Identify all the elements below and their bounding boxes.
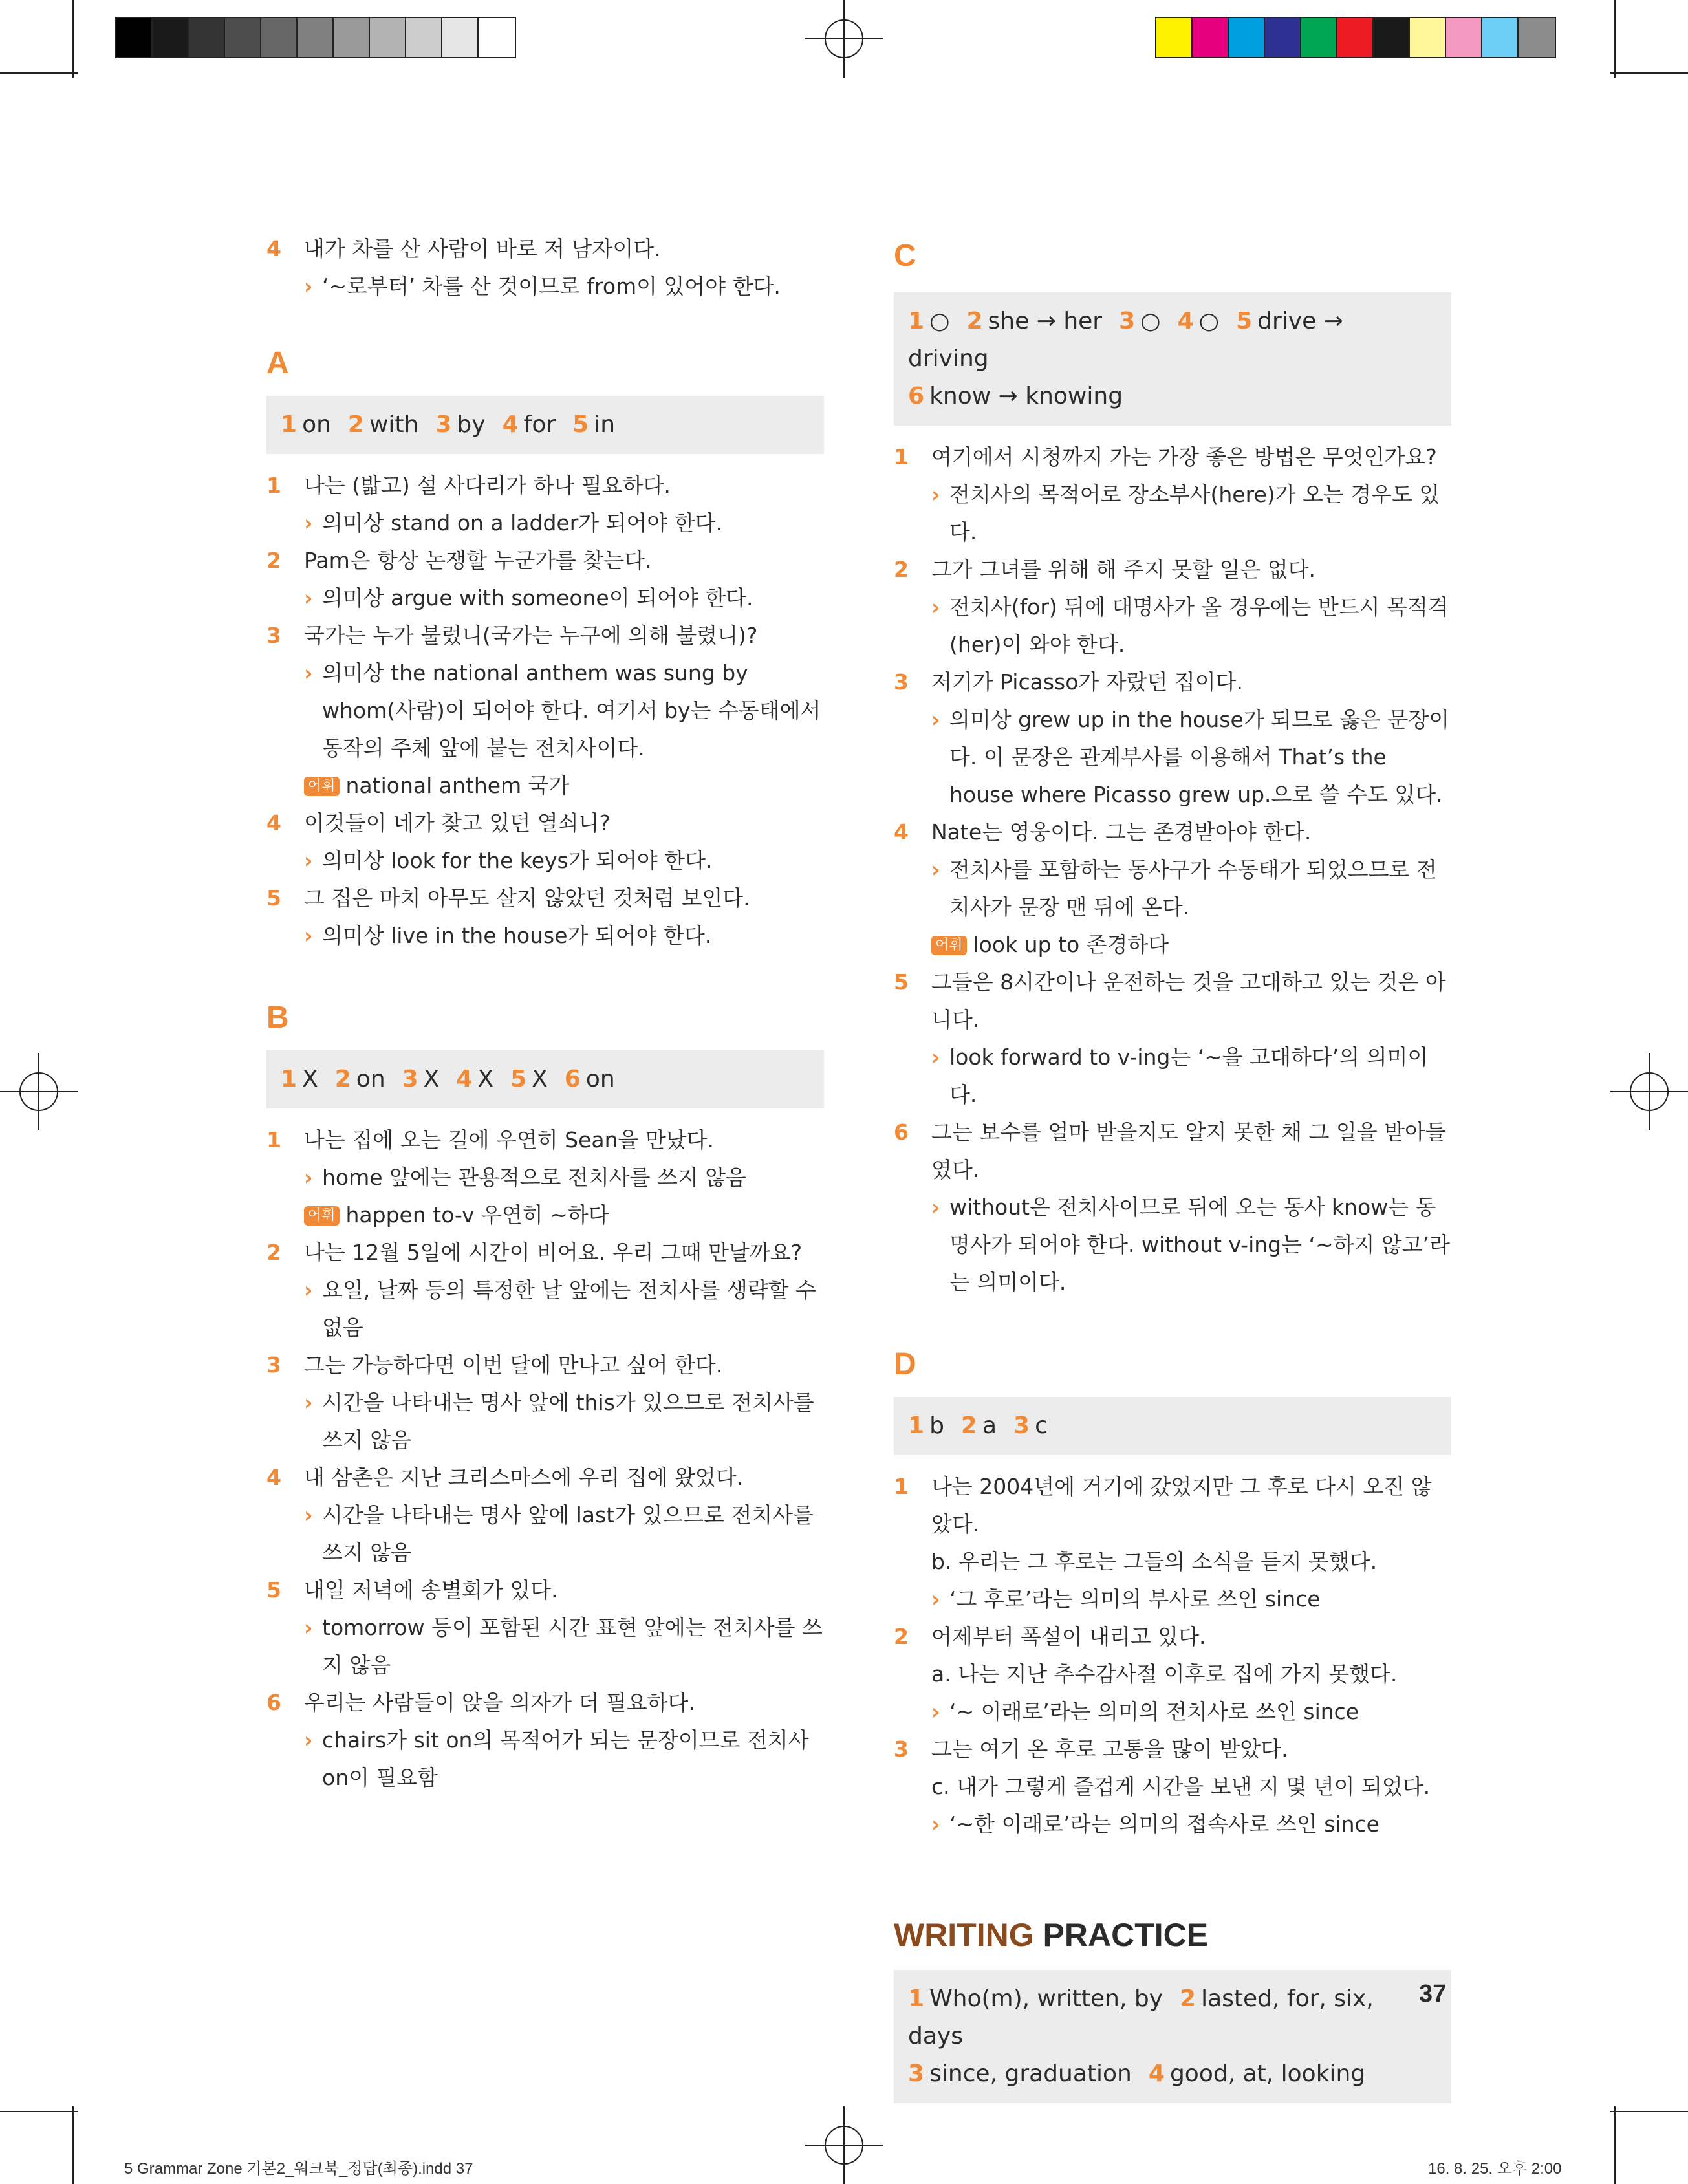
section-a-heading: A [266, 346, 289, 380]
answer-value: good, at, looking [1169, 2060, 1366, 2087]
answer-number: 3 [908, 2060, 925, 2087]
item-note [266, 1271, 824, 1346]
color-swatch [1265, 18, 1301, 57]
registration-mark-bottom [805, 2106, 883, 2184]
color-swatch [298, 18, 334, 57]
answer-value: with [369, 411, 419, 438]
section-d-answer-box [894, 1397, 1451, 1455]
list-item [894, 1468, 1451, 1543]
left-column [266, 230, 824, 1797]
color-swatch [1482, 18, 1519, 57]
arrow-icon: › [931, 1699, 940, 1724]
answer-value: X [302, 1066, 318, 1092]
arrow-icon: › [304, 1277, 313, 1303]
item-number: 2 [266, 1240, 281, 1265]
vocab-line [266, 767, 824, 805]
answer-value: lasted, for, six, days [908, 1985, 1374, 2049]
note-text: home 앞에는 관용적으로 전치사를 쓰지 않음 [322, 1165, 747, 1190]
list-item [894, 1731, 1451, 1768]
answer-number: 6 [564, 1066, 581, 1092]
answer-number: 1 [281, 1066, 298, 1092]
arrow-icon: › [931, 1586, 940, 1612]
answer-value: ○ [1140, 308, 1161, 334]
item-note [266, 504, 824, 542]
item-number: 5 [266, 1577, 281, 1603]
item-sub-text: c. 내가 그렇게 즐겁게 시간을 보낸 지 몇 년이 되었다. [931, 1774, 1431, 1799]
top-item [266, 230, 824, 268]
list-item [266, 1684, 824, 1722]
color-swatch [261, 18, 298, 57]
item-number: 1 [894, 1474, 909, 1499]
item-text: 국가는 누가 불렀니(국가는 누구에 의해 불렸니)? [304, 623, 758, 648]
answer-value: ○ [1198, 308, 1220, 334]
answer-value: know → knowing [929, 383, 1123, 409]
color-swatch [442, 18, 479, 57]
arrow-icon: › [304, 923, 313, 948]
item-sub-sentence [894, 1543, 1451, 1581]
answer-value: she → her [988, 308, 1103, 334]
footer-file-info: 5 Grammar Zone 기본2_워크북_정답(최종).indd 37 [124, 2160, 473, 2178]
note-text: 의미상 the national anthem was sung by whom(사람)이 되어야 한다. 여기서 by는 수동태에서 동작의 주체 앞에 붙는 전치사이다. [322, 660, 821, 761]
section-a-items [266, 467, 824, 955]
answer-number: 1 [908, 308, 925, 334]
list-item [266, 1572, 824, 1609]
item-number: 1 [266, 473, 281, 498]
item-number: 4 [266, 1465, 281, 1490]
answer-line [908, 1407, 1437, 1445]
item-text: 내일 저녁에 송별회가 있다. [304, 1577, 558, 1603]
vocab-line [894, 926, 1451, 964]
color-swatch [116, 18, 153, 57]
answer-value: a [982, 1412, 997, 1439]
answer-value: by [457, 411, 486, 438]
item-number: 3 [266, 623, 281, 648]
note-text: chairs가 sit on의 목적어가 되는 문장이므로 전치사 on이 필요함 [322, 1727, 809, 1790]
note-text: without은 전치사이므로 뒤에 오는 동사 know는 동명사가 되어야 한다. without v-ing는 ‘~하지 않고’라는 의미이다. [949, 1195, 1450, 1295]
grayscale-calibration-bar [115, 17, 516, 58]
answer-value: X [423, 1066, 440, 1092]
color-swatch [1410, 18, 1446, 57]
item-text: Nate는 영웅이다. 그는 존경받아야 한다. [931, 819, 1312, 845]
answer-value: since, graduation [929, 2060, 1132, 2087]
list-item [894, 1618, 1451, 1656]
item-note [266, 579, 824, 617]
color-swatch [1519, 18, 1555, 57]
writing-word: WRITING [894, 1917, 1034, 1953]
answer-value: c [1035, 1412, 1048, 1439]
answer-line [281, 1061, 810, 1098]
answer-number: 4 [502, 411, 519, 438]
practice-word: PRACTICE [1043, 1917, 1209, 1953]
item-text: 그는 여기 온 후로 고통을 많이 받았다. [931, 1736, 1288, 1762]
crop-mark [72, 2106, 74, 2184]
item-number: 4 [266, 810, 281, 836]
color-swatch [1193, 18, 1229, 57]
note-text: 의미상 argue with someone이 되어야 한다. [322, 585, 753, 611]
item-text: 내 삼촌은 지난 크리스마스에 우리 집에 왔었다. [304, 1465, 744, 1490]
color-swatch [334, 18, 370, 57]
answer-number: 2 [1180, 1985, 1196, 2012]
section-b-heading: B [266, 1000, 289, 1035]
list-item [894, 664, 1451, 701]
arrow-icon: › [931, 1195, 940, 1220]
item-number: 3 [266, 1352, 281, 1378]
color-swatch [153, 18, 189, 57]
answer-number: 4 [1177, 308, 1194, 334]
answer-line [908, 1980, 1437, 2055]
item-text: 나는 12월 5일에 시간이 비어요. 우리 그때 만날까요? [304, 1240, 803, 1265]
list-item [894, 438, 1451, 476]
answer-number: 1 [908, 1412, 925, 1439]
item-number: 1 [266, 1127, 281, 1152]
answer-line [908, 378, 1437, 415]
answer-number: 3 [402, 1066, 418, 1092]
arrow-icon: › [304, 510, 313, 535]
item-note [266, 654, 824, 767]
vocab-text: happen to-v 우연히 ~하다 [345, 1202, 609, 1227]
right-column [894, 238, 1451, 2103]
arrow-icon: › [304, 1390, 313, 1415]
item-note [266, 917, 824, 955]
arrow-icon: › [931, 707, 940, 732]
arrow-icon: › [304, 1165, 313, 1190]
item-text: 저기가 Picasso가 자랐던 집이다. [931, 669, 1244, 695]
writing-answer-box [894, 1970, 1451, 2103]
item-text: 그는 가능하다면 이번 달에 만나고 싶어 한다. [304, 1352, 723, 1378]
item-text: Pam은 항상 논쟁할 누군가를 찾는다. [304, 548, 652, 573]
item-note [266, 1159, 824, 1196]
color-swatch [1374, 18, 1410, 57]
crop-mark [1614, 2106, 1616, 2184]
answer-number: 2 [960, 1412, 977, 1439]
list-item [894, 814, 1451, 851]
item-number: 6 [266, 1690, 281, 1715]
arrow-icon: › [304, 1502, 313, 1528]
section-d-items [894, 1468, 1451, 1843]
registration-mark-top [805, 0, 883, 78]
arrow-icon: › [304, 1615, 313, 1640]
item-number: 4 [266, 236, 281, 261]
crop-mark [1610, 2111, 1688, 2112]
list-item [266, 1459, 824, 1497]
item-text: 그는 보수를 얼마 받을지도 알지 못한 채 그 일을 받아들였다. [931, 1119, 1446, 1182]
answer-number: 5 [572, 411, 589, 438]
item-text: 내가 차를 산 사람이 바로 저 남자이다. [304, 236, 661, 261]
answer-value: ○ [929, 308, 950, 334]
note-text: 전치사를 포함하는 동사구가 수동태가 되었으므로 전치사가 문장 맨 뒤에 온다. [949, 857, 1437, 920]
answer-value: Who(m), written, by [929, 1985, 1163, 2012]
note-text: ‘~ 이래로’라는 의미의 전치사로 쓰인 since [949, 1699, 1359, 1724]
item-note [266, 1609, 824, 1684]
item-note [894, 851, 1451, 926]
vocab-text: national anthem 국가 [345, 773, 570, 798]
note-text: 요일, 날짜 등의 특정한 날 앞에는 전치사를 생략할 수 없음 [322, 1277, 816, 1340]
color-swatch [1446, 18, 1482, 57]
item-text: 이것들이 네가 찾고 있던 열쇠니? [304, 810, 611, 836]
crop-mark [72, 0, 74, 78]
item-text: 그가 그녀를 위해 해 주지 못할 일은 없다. [931, 557, 1315, 582]
item-note [894, 701, 1451, 814]
arrow-icon: › [931, 1811, 940, 1837]
item-note [894, 1806, 1451, 1843]
answer-number: 3 [1013, 1412, 1030, 1439]
color-swatch [406, 18, 442, 57]
section-d-heading: D [894, 1347, 916, 1381]
color-swatch [1229, 18, 1265, 57]
note-text: tomorrow 등이 포함된 시간 표현 앞에는 전치사를 쓰지 않음 [322, 1615, 823, 1678]
item-note [894, 476, 1451, 551]
note-text: ‘그 후로’라는 의미의 부사로 쓰인 since [949, 1586, 1321, 1612]
answer-value: b [929, 1412, 944, 1439]
writing-practice-heading [894, 1916, 1451, 1954]
arrow-icon: › [304, 660, 313, 686]
answer-value: drive → driving [908, 308, 1343, 372]
answer-value: for [523, 411, 556, 438]
color-swatch [479, 18, 515, 57]
list-item [266, 805, 824, 842]
list-item [266, 1121, 824, 1159]
item-text: 우리는 사람들이 앉을 의자가 더 필요하다. [304, 1690, 695, 1715]
color-calibration-bar [1155, 17, 1556, 58]
answer-line [908, 303, 1437, 378]
item-text: 그들은 8시간이나 운전하는 것을 고대하고 있는 것은 아니다. [931, 969, 1446, 1032]
color-swatch [1337, 18, 1374, 57]
item-note [894, 1189, 1451, 1301]
vocab-text: look up to 존경하다 [973, 932, 1169, 957]
item-number: 4 [894, 819, 909, 845]
answer-number: 3 [435, 411, 452, 438]
list-item [894, 551, 1451, 589]
list-item [266, 467, 824, 504]
section-b-answer-box [266, 1050, 824, 1108]
item-sub-text: b. 우리는 그 후로는 그들의 소식을 듣지 못했다. [931, 1549, 1378, 1574]
list-item [894, 964, 1451, 1039]
answer-number: 1 [908, 1985, 925, 2012]
answer-value: on [302, 411, 331, 438]
note-text: 전치사의 목적어로 장소부사(here)가 오는 경우도 있다. [949, 482, 1440, 545]
vocab-badge: 어휘 [931, 936, 967, 955]
item-number: 5 [266, 885, 281, 911]
answer-number: 5 [1236, 308, 1253, 334]
item-text: 나는 집에 오는 길에 우연히 Sean을 만났다. [304, 1127, 714, 1152]
answer-line [908, 2055, 1437, 2093]
note-text: look forward to v-ing는 ‘~을 고대하다’의 의미이다. [949, 1044, 1429, 1107]
crop-mark [0, 72, 78, 74]
section-c-heading: C [894, 239, 916, 273]
answer-value: on [585, 1066, 615, 1092]
answer-number: 5 [510, 1066, 527, 1092]
item-text: 나는 2004년에 거기에 갔었지만 그 후로 다시 오진 않았다. [931, 1474, 1432, 1537]
arrow-icon: › [931, 857, 940, 882]
item-note [894, 589, 1451, 664]
color-swatch [1301, 18, 1337, 57]
note-text: 전치사(for) 뒤에 대명사가 올 경우에는 반드시 목적격(her)이 와야 한다. [949, 594, 1449, 657]
answer-number: 4 [456, 1066, 473, 1092]
answer-value: X [532, 1066, 548, 1092]
item-text: 나는 (밟고) 설 사다리가 하나 필요하다. [304, 473, 671, 498]
answer-value: on [356, 1066, 385, 1092]
vocab-line [266, 1196, 824, 1234]
item-text: 어제부터 폭설이 내리고 있다. [931, 1624, 1206, 1649]
list-item [266, 880, 824, 917]
arrow-icon: › [304, 1727, 313, 1753]
list-item [266, 1234, 824, 1271]
arrow-icon: › [304, 848, 313, 873]
item-note [266, 1722, 824, 1797]
item-sub-sentence [894, 1768, 1451, 1806]
item-sub-sentence [894, 1656, 1451, 1693]
color-swatch [225, 18, 261, 57]
item-text: 여기에서 시청까지 가는 가장 좋은 방법은 무엇인가요? [931, 444, 1437, 470]
arrow-icon: › [931, 482, 940, 507]
item-note [266, 1497, 824, 1572]
answer-number: 3 [1119, 308, 1136, 334]
crop-mark [0, 2111, 78, 2112]
crop-mark [1614, 0, 1616, 78]
answer-value: in [594, 411, 616, 438]
color-swatch [370, 18, 406, 57]
note-text: ‘~로부터’ 차를 산 것이므로 from이 있어야 한다. [322, 274, 781, 299]
item-number: 6 [894, 1119, 909, 1145]
item-sub-text: a. 나는 지난 추수감사절 이후로 집에 가지 못했다. [931, 1661, 1398, 1687]
answer-number: 1 [281, 411, 298, 438]
item-note [266, 1384, 824, 1459]
item-note [266, 842, 824, 880]
color-swatch [189, 18, 225, 57]
item-text: 그 집은 마치 아무도 살지 않았던 것처럼 보인다. [304, 885, 750, 911]
answer-number: 4 [1148, 2060, 1165, 2087]
answer-value: X [477, 1066, 494, 1092]
answer-line [281, 406, 810, 444]
registration-mark-left [0, 1053, 78, 1130]
note-text: 의미상 grew up in the house가 되므로 옳은 문장이다. 이 문장은 관계부사를 이용해서 That’s the house where Picasso grew up.으로 쓸 수도 있다. [949, 707, 1450, 807]
note-text: ‘~한 이래로’라는 의미의 접속사로 쓰인 since [949, 1811, 1380, 1837]
arrow-icon: › [304, 585, 313, 611]
item-note [894, 1039, 1451, 1114]
item-note [266, 268, 824, 305]
color-swatch [1156, 18, 1193, 57]
footer-timestamp: 16. 8. 25. 오후 2:00 [1428, 2160, 1562, 2178]
item-number: 1 [894, 444, 909, 470]
note-text: 의미상 stand on a ladder가 되어야 한다. [322, 510, 723, 535]
crop-mark [1610, 72, 1688, 74]
list-item [894, 1114, 1451, 1189]
item-number: 3 [894, 669, 909, 695]
section-c-answer-box [894, 292, 1451, 426]
list-item [266, 542, 824, 579]
item-number: 3 [894, 1736, 909, 1762]
list-item [266, 617, 824, 654]
answer-number: 6 [908, 383, 925, 409]
answer-number: 2 [334, 1066, 351, 1092]
note-text: 시간을 나타내는 명사 앞에 last가 있으므로 전치사를 쓰지 않음 [322, 1502, 814, 1565]
arrow-icon: › [931, 594, 940, 620]
vocab-badge: 어휘 [304, 1206, 340, 1226]
section-b-items [266, 1121, 824, 1797]
answer-number: 2 [966, 308, 983, 334]
item-note [894, 1693, 1451, 1731]
item-number: 5 [894, 969, 909, 995]
note-text: 의미상 live in the house가 되어야 한다. [322, 923, 712, 948]
page-number: 37 [1419, 1980, 1447, 2007]
vocab-badge: 어휘 [304, 777, 340, 796]
list-item [266, 1346, 824, 1384]
arrow-icon: › [304, 274, 313, 299]
note-text: 의미상 look for the keys가 되어야 한다. [322, 848, 713, 873]
answer-number: 2 [347, 411, 364, 438]
registration-mark-right [1610, 1053, 1688, 1130]
arrow-icon: › [931, 1044, 940, 1070]
item-note [894, 1581, 1451, 1618]
section-c-items [894, 438, 1451, 1301]
note-text: 시간을 나타내는 명사 앞에 this가 있으므로 전치사를 쓰지 않음 [322, 1390, 814, 1453]
section-a-answer-box [266, 396, 824, 454]
item-number: 2 [894, 1624, 909, 1649]
item-number: 2 [894, 557, 909, 582]
item-number: 2 [266, 548, 281, 573]
